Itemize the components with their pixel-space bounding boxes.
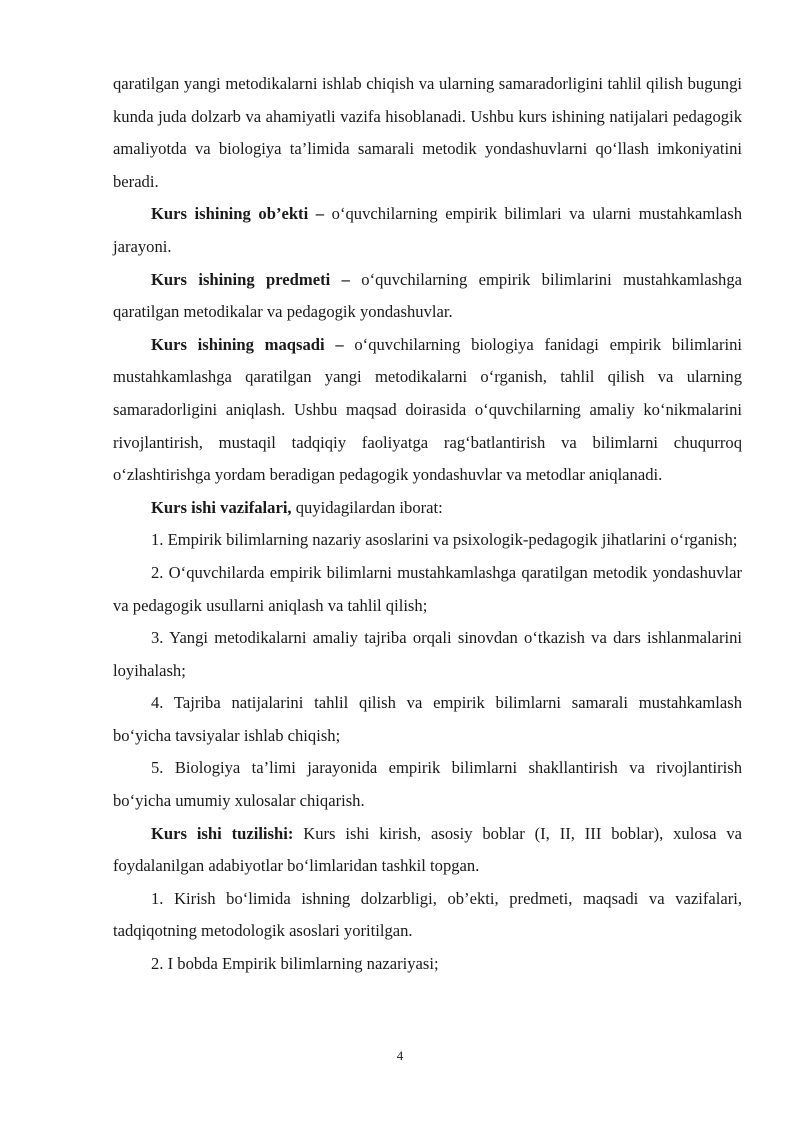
paragraph-goal: Kurs ishining maqsadi – o‘quvchilarning biologiya fanidagi empirik bilimlarini mustahkamlashga qaratilgan yangi metodikalarni o‘rganish, tahlil qilish va ularning samaradorligini aniqlash. Ushbu maqsad doirasida o‘quvchilarning amaliy ko‘nikmalarini rivojlantirish, mustaqil tadqiqiy faoliyatga rag‘batlantirish va bilimlarni chuqurroq o‘zlashtirishga yordam beradigan pedagogik yondashuvlar va metodlar aniqlanadi. [113,334,742,485]
page-number: 4 [396,1048,404,1063]
paragraph-object: Kurs ishining ob’ekti – o‘quvchilarning empirik bilimlari va ularni mustahkamlash jarayoni. [113,204,742,256]
paragraph-tasks-heading: Kurs ishi vazifalari, quyidagilardan iborat: [151,497,443,517]
list-item-task-5: 5. Biologiya ta’limi jarayonida empirik bilimlarni shakllantirish va rivojlantirish bo‘yicha umumiy xulosalar chiqarish. [113,758,742,811]
page-body [113,68,742,981]
list-item-task-1: 1. Empirik bilimlarning nazariy asoslarini va psixologik-pedagogik jihatlarini o‘rganish; [151,530,738,550]
paragraph-intro-continuation: qaratilgan yangi metodikalarni ishlab chiqish va ularning samaradorligini tahlil qilish bugungi kunda juda dolzarb va ahamiyatli vazifa hisoblanadi. Ushbu kurs ishining natijalari pedagogik amaliyotda va biologiya ta’limida samarali metodik yondashuvlarni qo‘llash imkoniyatini beradi. [113,74,742,191]
paragraph-subject: Kurs ishining predmeti – o‘quvchilarning empirik bilimlarini mustahkamlashga qaratilgan metodikalar va pedagogik yondashuvlar. [113,269,742,322]
paragraph-structure: Kurs ishi tuzilishi: Kurs ishi kirish, asosiy boblar (I, II, III boblar), xulosa va foydalanilgan adabiyotlar bo‘limlaridan tashkil topgan. [113,823,742,876]
list-item-task-3: 3. Yangi metodikalarni amaliy tajriba orqali sinovdan o‘tkazish va dars ishlanmalarini loyihalash; [113,628,742,680]
list-item-task-4: 4. Tajriba natijalarini tahlil qilish va empirik bilimlarni samarali mustahkamlash bo‘yicha tavsiyalar ishlab chiqish; [113,693,742,745]
list-item-task-2: 2. O‘quvchilarda empirik bilimlarni mustahkamlashga qaratilgan metodik yondashuvlar va pedagogik usullarni aniqlash va tahlil qilish; [113,562,742,615]
list-item-structure-1: 1. Kirish bo‘limida ishning dolzarbligi, ob’ekti, predmeti, maqsadi va vazifalari, tadqiqotning metodologik asoslari yoritilgan. [113,888,742,941]
list-item-structure-2: 2. I bobda Empirik bilimlarning nazariyasi; [151,954,439,974]
